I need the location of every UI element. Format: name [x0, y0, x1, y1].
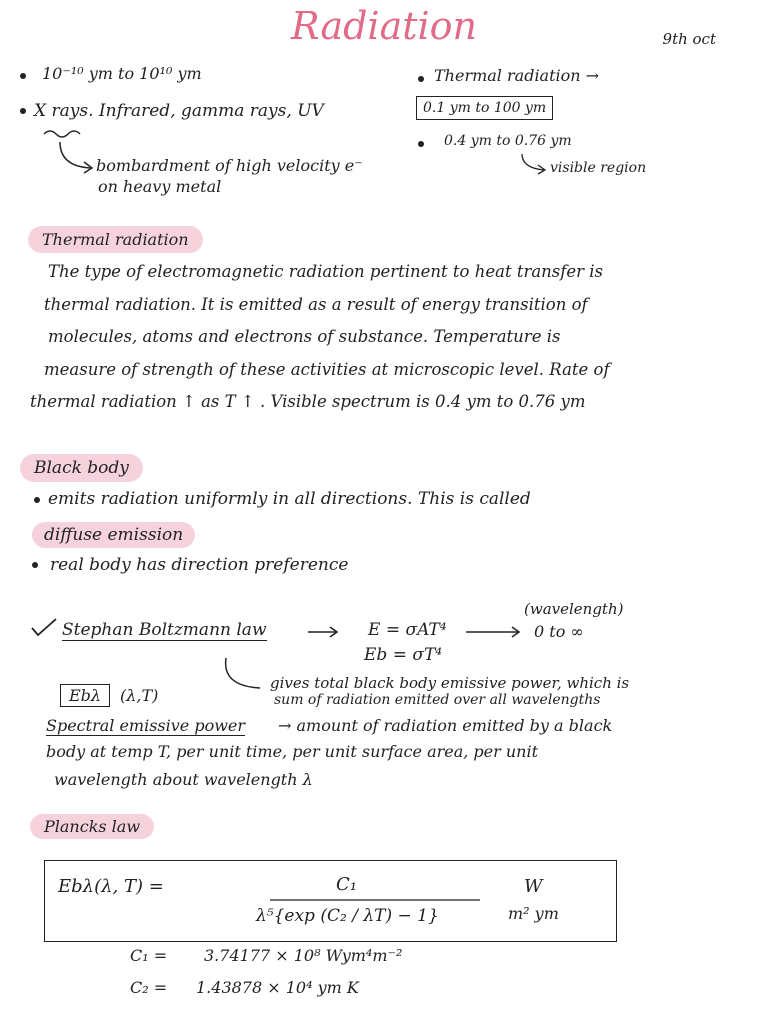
thermal-line: thermal radiation ↑ as T ↑ . Visible spectrum is 0.4 ym to 0.76 ym [30, 392, 586, 411]
c1-label: C₁ = [130, 946, 168, 965]
spectral-rest: → amount of radiation emitted by a black [278, 716, 613, 735]
check-mark [32, 619, 56, 635]
thermal-line: thermal radiation. It is emitted as a result of energy transition of [44, 294, 588, 314]
stefan-eq2: Eb = σT⁴ [364, 645, 443, 665]
visible-label: visible region [550, 160, 647, 176]
arrow-to-range-head [512, 627, 519, 637]
bullet-real-body [32, 562, 38, 568]
spectral-term: Spectral emissive power [46, 716, 246, 735]
wavelength-range: 10⁻¹⁰ ym to 10¹⁰ ym [42, 64, 202, 83]
planck-heading: Plancks law [30, 814, 154, 839]
date-label: 9th oct [662, 30, 716, 48]
thermal-range-box: 0.1 ym to 100 ym [416, 96, 553, 120]
thermal-paragraph [30, 256, 610, 419]
bullet-emits [34, 497, 40, 503]
planck-lhs: Ebλ(λ, T) = [58, 876, 164, 897]
stefan-range: 0 to ∞ [534, 622, 584, 641]
squiggle-mark [44, 131, 80, 137]
note-hook [226, 658, 260, 688]
thermal-line: measure of strength of these activities at microscopic level. Rate of [44, 359, 610, 379]
bullet-visible [418, 141, 424, 147]
thermal-line: molecules, atoms and electrons of substance. Temperature is [48, 327, 561, 346]
visible-hook-head [538, 165, 545, 174]
arrow-to-eq-head [330, 627, 337, 637]
radiation-types: X rays. Infrared, gamma rays, UV [34, 101, 324, 121]
xray-note-line1: bombardment of high velocity e⁻ [96, 156, 363, 175]
visible-hook-arrow [522, 154, 544, 170]
thermal-heading: Thermal radiation [28, 226, 203, 253]
stefan-note-line1: gives total black body emissive power, which is [270, 674, 630, 692]
spectral-args: (λ,T) [120, 686, 159, 705]
stefan-law: Stephan Boltzmann law [62, 620, 267, 640]
wavelength-note: (wavelength) [524, 600, 624, 618]
visible-range: 0.4 ym to 0.76 ym [444, 133, 572, 149]
thermal-line: The type of electromagnetic radiation pertinent to heat transfer is [48, 262, 604, 281]
stefan-note-line2: sum of radiation emitted over all wavelengths [274, 692, 601, 708]
spectral-line3: wavelength about wavelength λ [54, 770, 313, 789]
black-body-line1: emits radiation uniformly in all directions. This is called [48, 489, 531, 509]
black-body-heading: Black body [20, 454, 143, 482]
planck-denominator: λ⁵{exp (C₂ / λT) − 1} [256, 906, 439, 926]
spectral-symbol-box: Ebλ [60, 684, 110, 707]
planck-formula-box [44, 860, 617, 942]
planck-unit-top: W [524, 876, 543, 897]
hook-arrow [60, 142, 90, 168]
diffuse-emission: diffuse emission [32, 522, 195, 548]
bullet-thermal [418, 76, 424, 82]
planck-unit-bottom: m² ym [508, 904, 559, 923]
thermal-label: Thermal radiation → [434, 66, 600, 85]
c1-value: 3.74177 × 10⁸ Wym⁴m⁻² [204, 946, 403, 965]
bullet-types [20, 108, 26, 114]
c2-value: 1.43878 × 10⁴ ym K [196, 978, 359, 997]
c2-label: C₂ = [130, 978, 168, 997]
bullet-range [20, 73, 26, 79]
hook-arrow-head [84, 162, 92, 173]
planck-numerator: C₁ [336, 874, 357, 895]
black-body-line2: real body has direction preference [50, 555, 349, 575]
xray-note-line2: on heavy metal [98, 177, 222, 196]
spectral-line2: body at temp T, per unit time, per unit surface area, per unit [46, 742, 539, 761]
page-title: Radiation [290, 4, 478, 48]
stefan-eq1: E = σAT⁴ [368, 620, 447, 640]
